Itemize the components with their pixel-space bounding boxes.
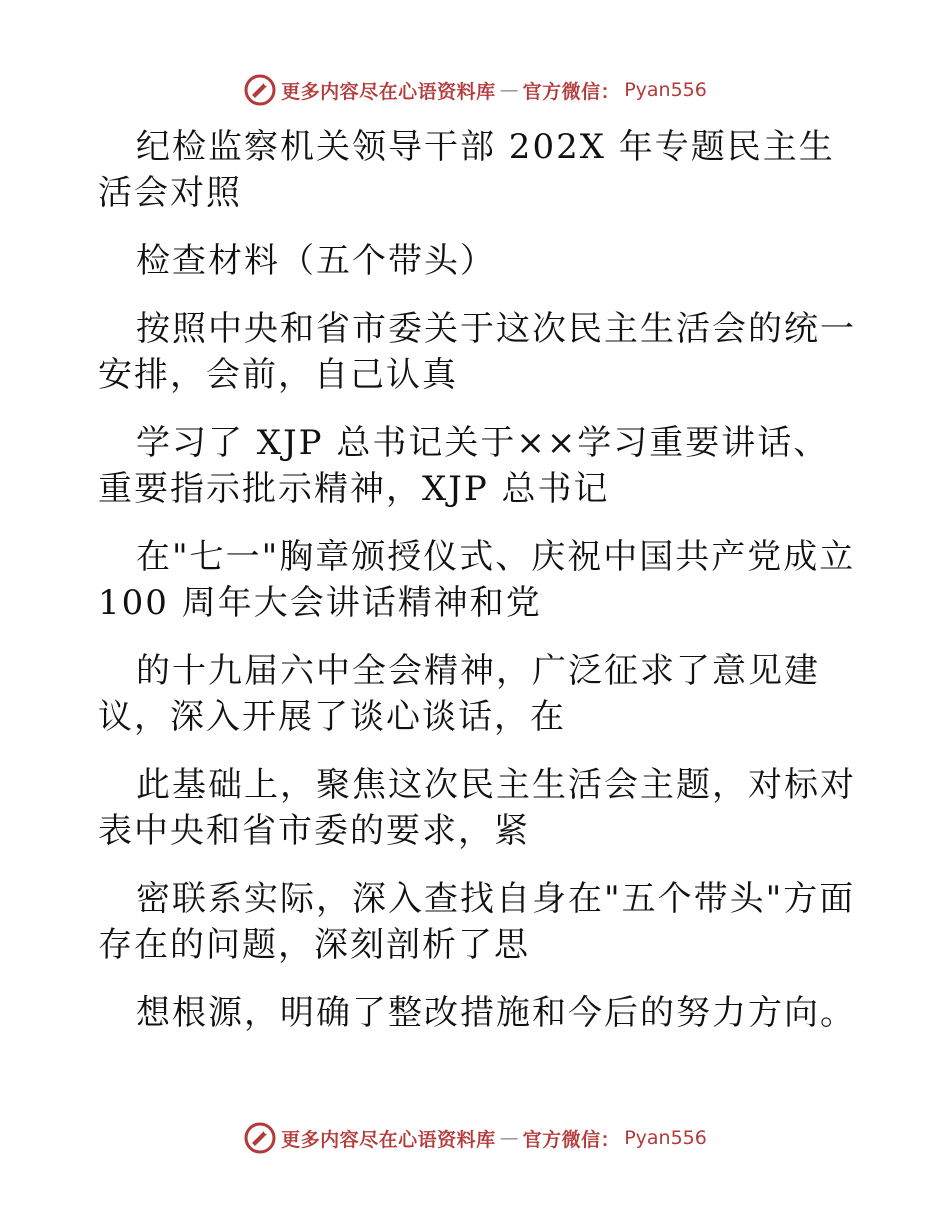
paragraph: 学习了 XJP 总书记关于××学习重要讲话、重要指示批示精神，XJP 总书记 — [98, 423, 830, 509]
watermark-text: 更多内容尽在心语资料库 — [281, 80, 496, 103]
watermark-separator: — — [499, 79, 519, 101]
paragraph: 按照中央和省市委关于这次民主生活会的统一安排，会前，自己认真 — [98, 309, 856, 395]
brand-logo-icon — [243, 1121, 277, 1155]
paragraph: 此基础上，聚焦这次民主生活会主题，对标对表中央和省市委的要求，紧 — [98, 765, 856, 851]
paragraph: 纪检监察机关领导干部 202X 年专题民主生活会对照 — [98, 127, 835, 213]
watermark-account-id: Pyan556 — [624, 1127, 707, 1149]
paragraph: 想根源，明确了整改措施和今后的努力方向。 — [136, 993, 856, 1033]
paragraph: 检查材料（五个带头） — [136, 241, 496, 281]
document-body — [98, 124, 858, 1058]
watermark-text: 更多内容尽在心语资料库 — [281, 1128, 496, 1151]
watermark-account-label: 官方微信： — [522, 80, 621, 103]
header-watermark — [0, 70, 950, 110]
paragraph: 密联系实际，深入查找自身在"五个带头"方面存在的问题，深刻剖析了思 — [98, 879, 856, 965]
brand-logo-icon — [243, 73, 277, 107]
paragraph: 的十九届六中全会精神，广泛征求了意见建议，深入开展了谈心谈话，在 — [98, 651, 820, 737]
watermark-account-label: 官方微信： — [522, 1128, 621, 1151]
watermark-account-id: Pyan556 — [624, 79, 707, 101]
paragraph: 在"七一"胸章颁授仪式、庆祝中国共产党成立 100 周年大会讲话精神和党 — [98, 537, 856, 623]
footer-watermark — [0, 1118, 950, 1158]
watermark-separator: — — [499, 1127, 519, 1149]
